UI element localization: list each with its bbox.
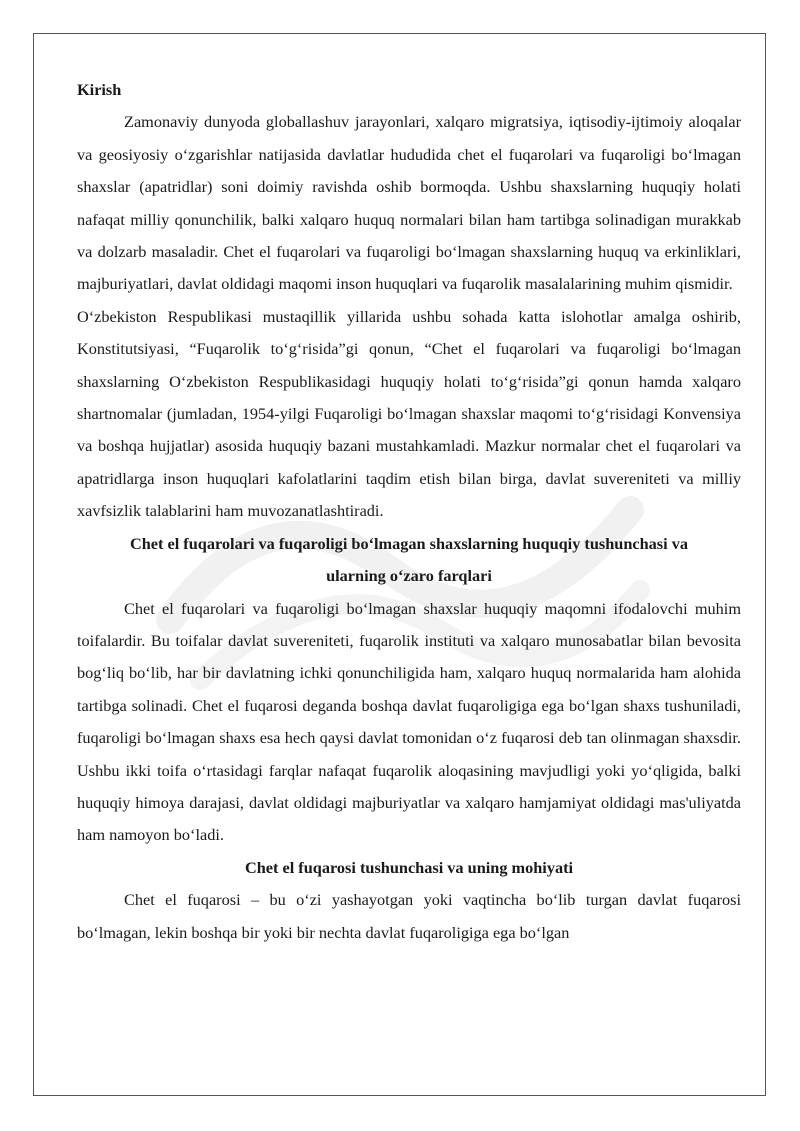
- section-1-heading-line-2: ularning o‘zaro farqlari: [326, 566, 492, 586]
- section-1-heading-line-1: Chet el fuqarolari va fuqaroligi bo‘lmagan shaxslarning huquqiy tushunchasi va: [129, 533, 689, 553]
- section-1-paragraph: Chet el fuqarolari va fuqaroligi bo‘lmagan shaxslar huquqiy maqomni ifodalovchi muhim toifalardir. Bu toifalar davlat suvereniteti, fuqarolik instituti va xalqaro munosabatlar bilan bevosita bog‘liq bo‘lib, har bir davlatning ichki qonunchiligida ham, xalqaro huquq normalarida ham alohida tartibga solinadi. Chet el fuqarosi deganda boshqa davlat fuqaroligiga ega bo‘lgan shaxs tushuniladi, fuqaroligi bo‘lmagan shaxs esa hech qaysi davlat tomonidan o‘z fuqarosi deb tan olinmagan shaxsdir. Ushbu ikki toifa o‘rtasidagi farqlar nafaqat fuqarolik aloqasining mavjudligi yoki yo‘qligida, balki huquqiy himoya darajasi, davlat oldidagi majburiyatlar va xalqaro hamjamiyat oldidagi mas'uliyatda ham namoyon bo‘ladi.: [77, 598, 741, 845]
- document-body: [77, 74, 741, 949]
- intro-title: Kirish: [77, 80, 122, 99]
- intro-paragraph-2: O‘zbekiston Respublikasi mustaqillik yillarida ushbu sohada katta islohotlar amalga oshirib, Konstitutsiyasi, “Fuqarolik to‘g‘risida”gi qonun, “Chet el fuqarolari va fuqaroligi bo‘lmagan shaxslarning O‘zbekiston Respublikasidagi huquqiy holati to‘g‘risida”gi qonun hamda xalqaro shartnomalar (jumladan, 1954-yilgi Fuqaroligi bo‘lmagan shaxslar maqomi to‘g‘risidagi Konvensiya va boshqa hujjatlar) asosida huquqiy bazani mustahkamladi. Mazkur normalar chet el fuqarolari va apatridlarga inson huquqlari kafolatlarini taqdim etish bilan birga, davlat suvereniteti va milliy xavfsizlik talablarini ham muvozanatlashtiradi.: [77, 306, 741, 521]
- intro-paragraph-1: Zamonaviy dunyoda globallashuv jarayonlari, xalqaro migratsiya, iqtisodiy-ijtimoiy aloqalar va geosiyosiy o‘zgarishlar natijasida davlatlar hududida chet el fuqarolari va fuqaroligi bo‘lmagan shaxslar (apatridlar) soni doimiy ravishda oshib bormoqda. Ushbu shaxslarning huquqiy holati nafaqat milliy qonunchilik, balki xalqaro huquq normalari bilan ham tartibga solinadigan murakkab va dolzarb masaladir. Chet el fuqarolari va fuqaroligi bo‘lmagan shaxslarning huquq va erkinliklari, majburiyatlari, davlat oldidagi maqomi inson huquqlari va fuqarolik masalalarining muhim qismidir.: [77, 112, 741, 294]
- section-2-paragraph: Chet el fuqarosi – bu o‘zi yashayotgan yoki vaqtincha bo‘lib turgan davlat fuqarosi bo‘lmagan, lekin boshqa bir yoki bir nechta davlat fuqaroligiga ega bo‘lgan: [77, 890, 741, 942]
- section-2-heading: Chet el fuqarosi tushunchasi va uning mohiyati: [244, 857, 574, 877]
